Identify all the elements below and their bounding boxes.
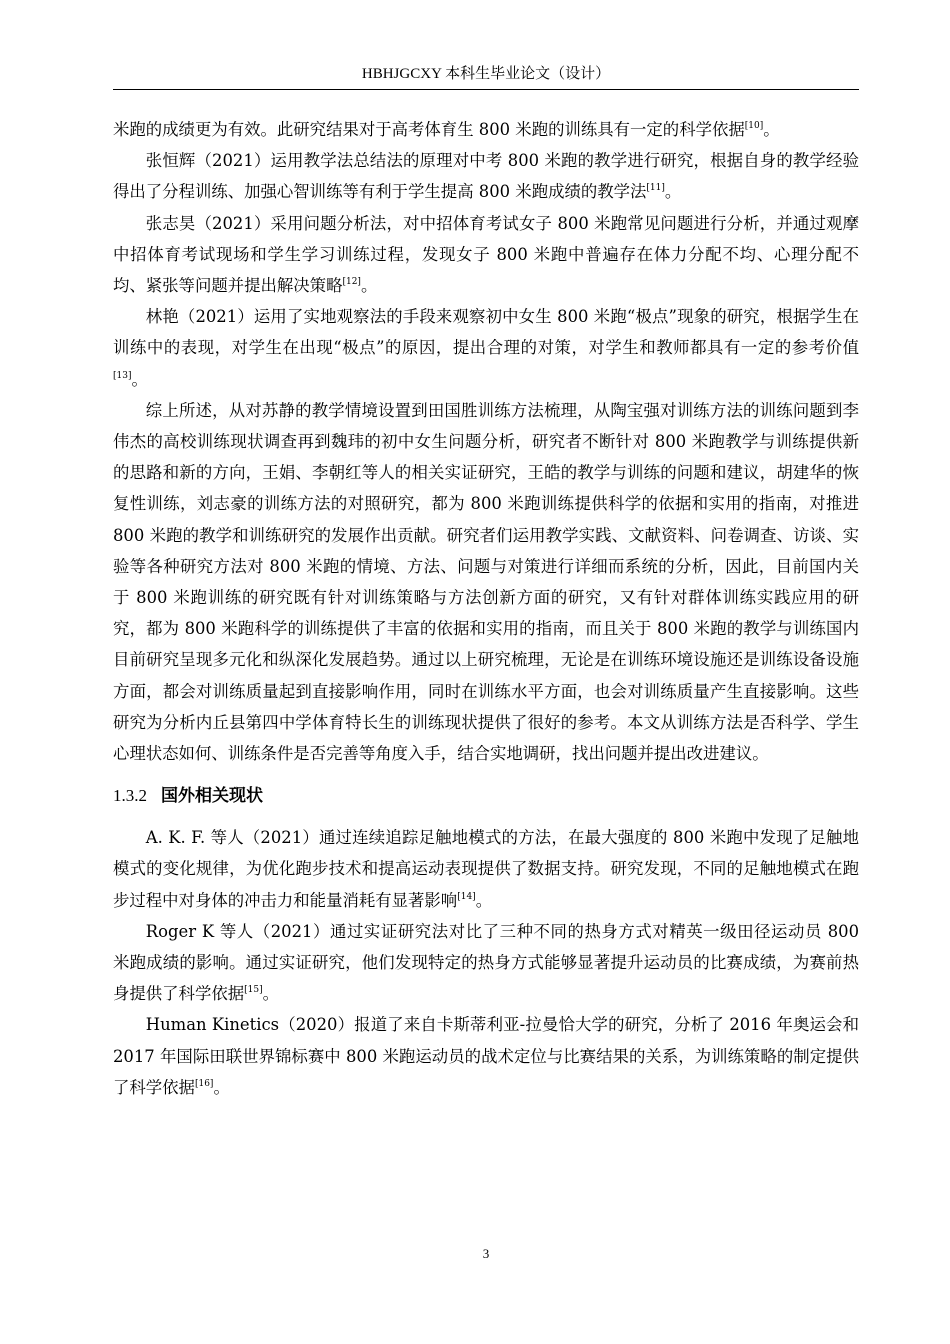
paragraph: 张志昊（2021）采用问题分析法，对中招体育考试女子 800 米跑常见问题进行分析，并通过观摩中招体育考试现场和学生学习训练过程，发现女子 800 米跑中普遍存在体力分配不均、心理分配不均、紧张等问题并提出解决策略[12]。 <box>113 213 859 296</box>
citation-ref[interactable]: [15] <box>244 985 263 996</box>
citation-ref[interactable]: [14] <box>457 891 476 902</box>
summary-paragraph: 综上所述，从对苏静的教学情境设置到田国胜训练方法梳理，从陶宝强对训练方法的训练问题到李伟杰的高校训练现状调查再到魏玮的初中女生问题分析，研究者不断针对 800 米跑教学与训练提供新的思路和新的方向，王娟、李朝红等人的相关实证研究，王皓的教学与训练的问题和建议，胡建华的恢复性训练，刘志豪的训练方法的对照研究，都为 800 米跑训练提供科学的依据和实用的指南，对推进 800 米跑的教学和训练研究的发展作出贡献。研究者们运用教学实践、文献资料、问卷调查、访谈、实验等各种研究方法对 800 米跑的情境、方法、问题与对策进行详细而系统的分析，因此，目前国内关于 800 米跑训练的研究既有针对训练策略与方法创新方面的研究，又有针对群体训练实践应用的研究，都为 800 米跑科学的训练提供了丰富的依据和实用的指南，而且关于 800 米跑的教学与训练国内目前研究呈现多元化和纵深化发展趋势。通过以上研究梳理，无论是在训练环境设施还是训练设备设施方面，都会对训练质量起到直接影响作用，同时在训练水平方面，也会对训练质量产生直接影响。这些研究为分析内丘县第四中学体育特长生的训练现状提供了很好的参考。本文从训练方法是否科学、学生心理状态如何、训练条件是否完善等角度入手，结合实地调研，找出问题并提出改进建议。 <box>113 400 859 764</box>
header-rule <box>113 89 859 90</box>
section-title: 国外相关现状 <box>161 786 263 807</box>
page-header: HBHJGCXY 本科生毕业论文（设计） <box>361 66 611 82</box>
paragraph: 米跑的成绩更为有效。此研究结果对于高考体育生 800 米跑的训练具有一定的科学依据[10]。 <box>113 120 780 139</box>
paragraph: 张恒辉（2021）运用教学法总结法的原理对中考 800 米跑的教学进行研究，根据自身的教学经验得出了分程训练、加强心智训练等有利于学生提高 800 米跑成绩的教学法[11]。 <box>113 151 859 202</box>
citation-ref[interactable]: [11] <box>646 183 665 194</box>
paragraph: Human Kinetics（2020）报道了来自卡斯蒂利亚-拉曼恰大学的研究，分析了 2016 年奥运会和 2017 年国际田联世界锦标赛中 800 米跑运动员的战术定位与比赛结果的关系，为训练策略的制定提供了科学依据[16]。 <box>113 1015 859 1097</box>
citation-ref[interactable]: [10] <box>744 121 764 131</box>
paragraph: Roger K 等人（2021）通过实证研究法对比了三种不同的热身方式对精英一级田径运动员 800 米跑成绩的影响。通过实证研究，他们发现特定的热身方式能够显著提升运动员的比赛成绩，为赛前热身提供了科学依据[15]。 <box>113 921 859 1004</box>
page-number: 3 <box>482 1246 490 1261</box>
citation-ref[interactable]: [16] <box>194 1078 214 1089</box>
citation-ref[interactable]: [13] <box>113 370 132 381</box>
paragraph: 林艳（2021）运用了实地观察法的手段来观察初中女生 800 米跑“极点”现象的研究，根据学生在训练中的表现，对学生在出现“极点”的原因，提出合理的对策，对学生和教师都具有一定的参考价值[13]。 <box>113 307 859 389</box>
body-content <box>113 114 859 1103</box>
section-heading <box>113 776 859 816</box>
citation-ref[interactable]: [12] <box>342 277 361 288</box>
paragraph: A. K. F. 等人（2021）通过连续追踪足触地模式的方法，在最大强度的 800 米跑中发现了足触地模式的变化规律，为优化跑步技术和提高运动表现提供了数据支持。研究发现，不同的足触地模式在跑步过程中对身体的冲击力和能量消耗有显著影响[14]。 <box>113 828 859 910</box>
section-number: 1.3.2 <box>113 786 147 806</box>
